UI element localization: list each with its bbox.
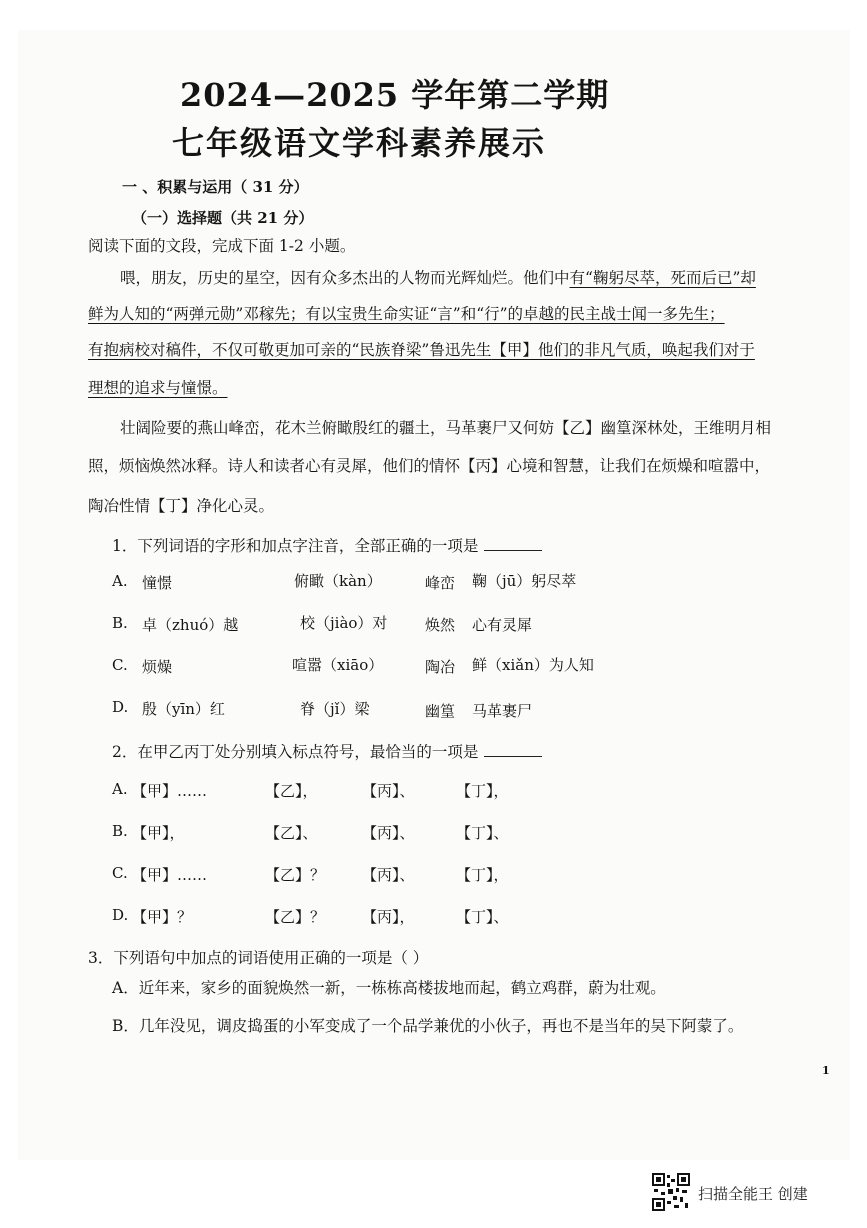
answer-blank[interactable] — [484, 549, 542, 551]
q2-option-d-mark1: 【甲】？ — [132, 908, 193, 926]
q1-option-d-word3: 幽篁 — [425, 702, 456, 720]
q2-option-c-label: C. — [112, 864, 128, 882]
q2-option-b-label: B. — [112, 822, 128, 840]
q2-option-b-mark1: 【甲】， — [132, 824, 185, 842]
q2-option-d-mark4: 【丁】、 — [456, 908, 509, 926]
passage-line-underlined: 鲜为人知的“两弹元勋”邓稼先；有以宝贵生命实证“言”和“行”的卓越的民主战士闻一多先生； — [88, 305, 725, 323]
passage-line-underlined: 理想的追求与憧憬。 — [88, 379, 228, 397]
q2-option-d-mark2: 【乙】？ — [265, 908, 326, 926]
q1-option-a-label: A. — [112, 572, 128, 590]
q1-option-a-word3: 峰峦 — [425, 574, 456, 592]
section-heading: 一 、积累与运用（ 31 分） — [122, 178, 309, 196]
q2-option-a-label: A. — [112, 780, 128, 798]
q1-option-a-word4: 鞠（jū）躬尽萃 — [472, 572, 577, 590]
q2-option-a-mark3: 【丙】、 — [362, 782, 415, 800]
qr-code-icon — [652, 1173, 690, 1211]
q2-option-a-mark2: 【乙】， — [265, 782, 318, 800]
q1-option-a-word1: 憧憬 — [142, 574, 173, 592]
q2-option-c-mark1: 【甲】…… — [132, 866, 208, 884]
passage-line — [120, 266, 756, 288]
question-3-stem: 3．下列语句中加点的词语使用正确的一项是（ ） — [88, 949, 429, 967]
reading-instruction: 阅读下面的文段，完成下面 1-2 小题。 — [88, 237, 356, 255]
q2-option-c-mark4: 【丁】， — [456, 866, 509, 884]
passage-line: 陶冶性情【丁】净化心灵。 — [88, 497, 275, 515]
q1-option-d-word4: 马革裹尸 — [472, 702, 533, 720]
q1-option-a-word2: 俯瞰（kàn） — [294, 572, 382, 590]
passage-line: 照，烦恼焕然冰释。诗人和读者心有灵犀，他们的情怀【丙】心境和智慧，让我们在烦燥和喧嚣中， — [88, 457, 771, 475]
q3-option-a: A．近年来，家乡的面貌焕然一新，一栋栋高楼拔地而起，鹤立鸡群，蔚为壮观。 — [112, 979, 666, 997]
q2-option-d-label: D. — [112, 906, 129, 924]
underlined-text: 【甲】他们的非凡气质，唤起我们对于 — [491, 341, 755, 359]
question-2-stem — [112, 740, 542, 762]
q1-option-b-word3: 焕然 — [425, 616, 456, 634]
exam-title-subject: 七年级语文学科素养展示 — [172, 124, 547, 162]
q2-option-c-mark3: 【丙】、 — [362, 866, 415, 884]
question-text: 2．在甲乙丙丁处分别填入标点符号，最恰当的一项是 — [112, 743, 479, 761]
q2-option-d-mark3: 【丙】， — [362, 908, 415, 926]
q1-option-c-label: C. — [112, 656, 128, 674]
q1-option-b-label: B. — [112, 614, 128, 632]
passage-line: 壮阔险要的燕山峰峦，花木兰俯瞰殷红的疆土，马革裹尸又何妨【乙】幽篁深林处，王维明月相 — [120, 419, 772, 437]
scanner-watermark: 扫描全能王 创建 — [698, 1185, 808, 1203]
q1-option-b-word2: 校（jiào）对 — [300, 614, 388, 632]
answer-blank[interactable] — [484, 755, 542, 757]
q2-option-b-mark3: 【丙】、 — [362, 824, 415, 842]
page-number: 1 — [822, 1064, 830, 1077]
q1-option-c-word4: 鲜（xiǎn）为人知 — [472, 656, 594, 674]
q2-option-b-mark2: 【乙】、 — [265, 824, 318, 842]
q2-option-b-mark4: 【丁】、 — [456, 824, 509, 842]
q1-option-d-word1: 殷（yīn）红 — [142, 700, 225, 718]
passage-line — [88, 338, 755, 360]
q2-option-a-mark4: 【丁】， — [456, 782, 509, 800]
passage-text: 喂，朋友，历史的星空，因有众多杰出的人物而光辉灿烂。他们中 — [120, 269, 570, 287]
q1-option-c-word1: 烦燥 — [142, 658, 173, 676]
q1-option-d-label: D. — [112, 698, 129, 716]
subsection-heading: （一）选择题（共 21 分） — [132, 209, 314, 227]
underlined-text: 有“鞠躬尽萃，死而后已”却 — [569, 269, 756, 287]
q1-option-c-word2: 喧嚣（xiāo） — [292, 656, 384, 674]
exam-title-term: 2024—2025 学年第二学期 — [180, 76, 610, 114]
q2-option-a-mark1: 【甲】…… — [132, 782, 208, 800]
q1-option-c-word3: 陶冶 — [425, 658, 456, 676]
question-text: 1．下列词语的字形和加点字注音，全部正确的一项是 — [112, 537, 479, 555]
q1-option-d-word2: 脊（jǐ）梁 — [300, 700, 370, 718]
q1-option-b-word4: 心有灵犀 — [472, 616, 533, 634]
q3-option-b: B．几年没见，调皮捣蛋的小军变成了一个品学兼优的小伙子，再也不是当年的吴下阿蒙了。 — [112, 1017, 744, 1035]
q1-option-b-word1: 卓（zhuó）越 — [142, 616, 239, 634]
underlined-text: 有抱病校对稿件，不仅可敬更加可亲的“民族脊梁”鲁迅先生 — [88, 341, 492, 359]
question-1-stem — [112, 534, 542, 556]
q2-option-c-mark2: 【乙】？ — [265, 866, 326, 884]
